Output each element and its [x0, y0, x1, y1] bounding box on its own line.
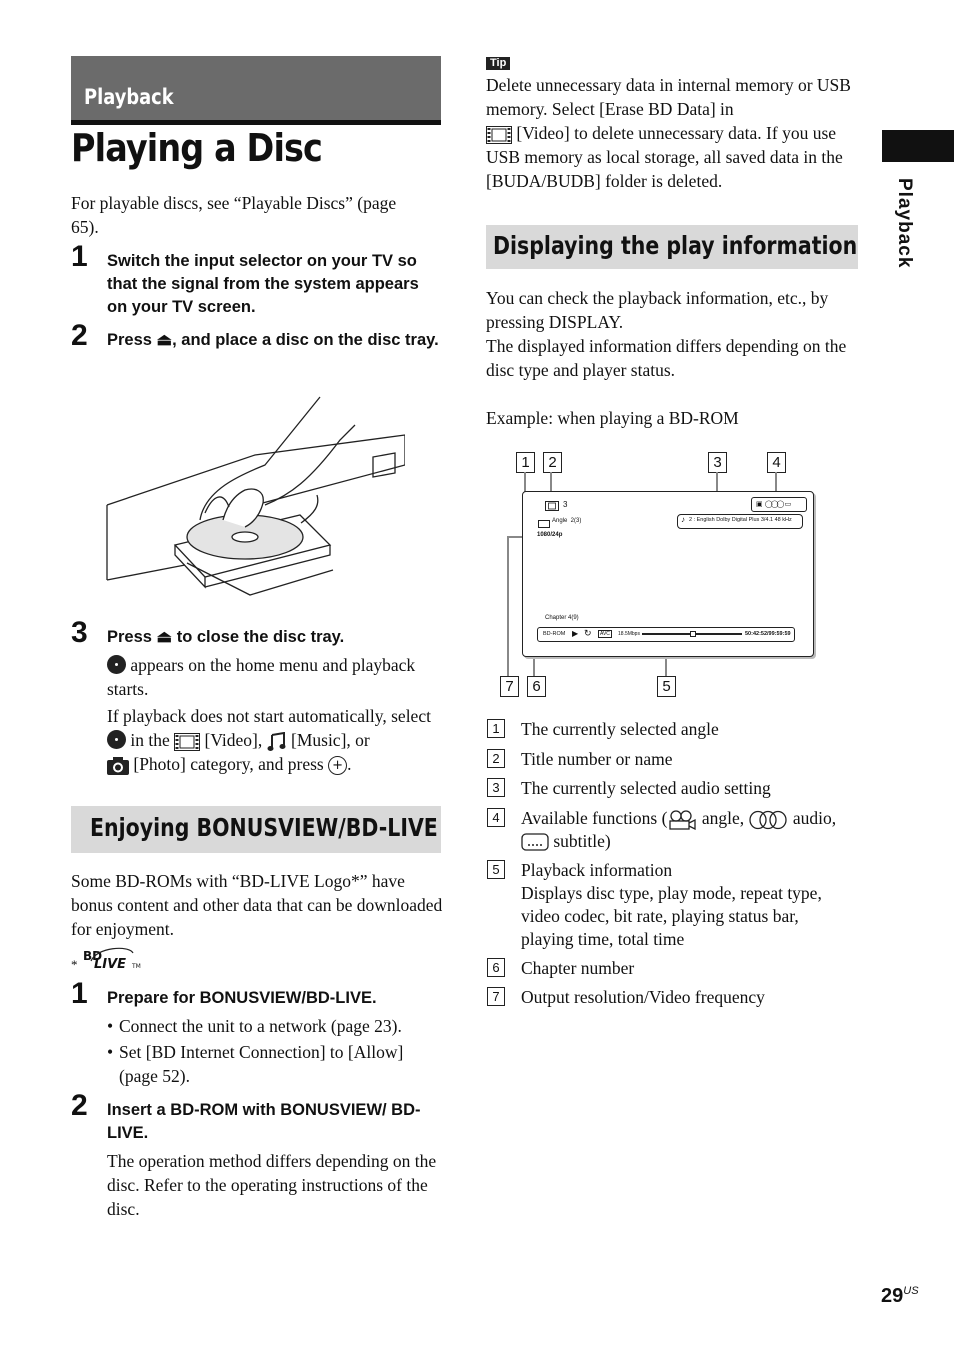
text-fragment: [Photo] category, and press	[133, 754, 324, 774]
play-icon: ▶	[572, 629, 579, 638]
logo-swoosh	[89, 947, 137, 971]
subtitle-icon	[521, 833, 549, 853]
tip-badge: Tip	[486, 57, 510, 70]
legend-num: 7	[487, 987, 505, 1006]
legend-num: 2	[487, 749, 505, 768]
audio-circles-icon	[748, 810, 788, 830]
legend-text-c: audio,	[792, 808, 837, 828]
resolution-info: 1080/24p	[537, 532, 563, 538]
eject-icon: ⏏	[156, 628, 173, 646]
side-tab-block	[882, 130, 954, 162]
step-number: 3	[71, 616, 88, 649]
legend-text	[521, 807, 871, 853]
list-item-text: Set [BD Internet Connection] to [Allow] (page 52).	[119, 1042, 404, 1086]
eject-icon: ⏏	[156, 331, 173, 349]
bd-live-logo	[71, 947, 151, 975]
angle-icon	[538, 520, 550, 528]
video-film-icon	[486, 126, 512, 144]
codec-badge: AVC	[600, 631, 610, 637]
step-text-part: to close the disc tray.	[172, 628, 345, 646]
display-example: Example: when playing a BD-ROM	[486, 408, 739, 428]
enter-button-icon: +	[328, 756, 347, 775]
legend-text: Chapter number	[521, 958, 635, 978]
title-film-icon	[545, 501, 559, 511]
legend-text-d: subtitle)	[553, 831, 611, 851]
progress-knob	[690, 631, 696, 637]
callout-4: 4	[767, 452, 786, 473]
legend-text: Title number or name	[521, 749, 673, 769]
page-title: Playing a Disc	[71, 126, 322, 170]
step3-body-text: appears on the home menu and playback starts.	[107, 655, 416, 699]
side-tab-label: Playback	[894, 178, 915, 269]
callout-5: 5	[657, 676, 676, 697]
section-header-label: Playback	[84, 85, 174, 109]
disc-icon	[107, 730, 126, 749]
bullet-list	[107, 1014, 443, 1088]
bonus-body: Some BD-ROMs with “BD-LIVE Logo*” have bonus content and other data that can be downloaded for enjoyment.	[71, 871, 443, 939]
legend-num: 1	[487, 719, 505, 738]
legend-text: Output resolution/Video frequency	[521, 987, 765, 1007]
angle-icon: ▣	[756, 500, 763, 508]
display-body-1: You can check the playback information, etc., by pressing DISPLAY.	[486, 288, 829, 332]
callout-2: 2	[543, 452, 562, 473]
list-item: • Set [BD Internet Connection] to [Allow] (page 52).	[107, 1042, 404, 1086]
step-number: 2	[71, 319, 88, 352]
audio-info: 2 : English Dolby Digital Plus 3/4.1 48 kHz	[689, 517, 792, 523]
text-fragment: .	[347, 754, 352, 774]
text-fragment: [Music], or	[291, 730, 370, 750]
asterisk: *	[71, 957, 78, 972]
tip-text-a: Delete unnecessary data in internal memory or USB memory. Select [Erase BD Data] in	[486, 75, 851, 119]
title-number: 3	[563, 500, 568, 509]
page-number-suffix: US	[903, 1285, 919, 1297]
tip-text-b: [Video] to delete unnecessary data. If you use USB memory as local storage, all saved data in the [BUDA/BUDB] folder is deleted.	[486, 123, 843, 191]
callout-7: 7	[500, 676, 519, 697]
legend-num: 6	[487, 958, 505, 977]
legend-num: 3	[487, 778, 505, 797]
step-text: Switch the input selector on your TV so that the signal from the system appears on your TV screen.	[107, 252, 419, 316]
logo-bd: BD	[83, 949, 103, 963]
legend-text-b: angle,	[701, 808, 745, 828]
logo-live: LIVE	[94, 957, 127, 972]
music-note-icon: ♪	[681, 515, 685, 524]
music-note-icon	[267, 732, 287, 752]
step-text-part: Press	[107, 628, 157, 646]
time-info: 50:42:52/99:59:59	[745, 631, 791, 637]
text-fragment: If playback does not start automatically, select	[107, 706, 431, 726]
disc-tray-illustration	[105, 395, 405, 605]
legend-num: 5	[487, 860, 505, 879]
callout-6: 6	[527, 676, 546, 697]
logo-tm: TM	[132, 963, 141, 970]
screen-diagram	[522, 491, 814, 657]
step-text-part: Press	[107, 331, 157, 349]
section-heading: Displaying the play information	[493, 231, 858, 260]
legend-subtext: Displays disc type, play mode, repeat type, video codec, bit rate, playing status bar, playing time, total time	[521, 883, 822, 949]
step-text-part: , and place a disc on the disc tray.	[172, 331, 439, 349]
legend-text: The currently selected audio setting	[521, 778, 771, 798]
function-icons-box	[751, 497, 807, 512]
list-item: • Connect the unit to a network (page 23).	[107, 1016, 402, 1036]
step-text: Prepare for BONUSVIEW/BD-LIVE.	[107, 989, 377, 1007]
subtitle-icon: ▭	[784, 500, 792, 508]
callout-1: 1	[516, 452, 535, 473]
section-heading: Enjoying BONUSVIEW/BD-LIVE	[90, 813, 438, 842]
playback-info-bar	[537, 627, 795, 642]
step-text	[107, 626, 443, 649]
disc-icon	[107, 655, 126, 674]
callout-3: 3	[708, 452, 727, 473]
angle-info: Angle 2(3)	[552, 518, 582, 524]
legend-text-a: Available functions (	[521, 808, 668, 828]
step-number: 2	[71, 1089, 88, 1122]
section-header-underline	[71, 120, 441, 125]
audio-icon: ◯◯◯	[764, 500, 783, 508]
repeat-icon: ↻	[584, 628, 592, 638]
list-item-text: Connect the unit to a network (page 23).	[119, 1016, 402, 1036]
text-fragment: in the	[130, 730, 170, 750]
chapter-info: Chapter 4(9)	[545, 615, 579, 621]
page-number	[881, 1285, 919, 1308]
step-text: Insert a BD-ROM with BONUSVIEW/ BD-LIVE.	[107, 1101, 421, 1142]
tip-text	[486, 73, 858, 193]
video-film-icon	[174, 733, 200, 751]
step2-body: The operation method differs depending on the disc. Refer to the operating instructions of the disc.	[107, 1151, 437, 1219]
audio-info-box	[677, 514, 803, 529]
camera-icon	[107, 756, 129, 775]
progress-bar	[642, 633, 742, 635]
legend-text: The currently selected angle	[521, 719, 719, 739]
legend-num: 4	[487, 808, 505, 827]
intro-text: For playable discs, see “Playable Discs” (page 65).	[71, 193, 397, 237]
page-number-value: 29	[881, 1285, 904, 1307]
angle-camera-icon	[667, 810, 697, 830]
step3-body-p2	[107, 704, 443, 776]
step3-body-p1	[107, 653, 443, 701]
display-body-2: The displayed information differs depending on the disc type and player status.	[486, 336, 847, 380]
step-number: 1	[71, 240, 88, 273]
disc-type: BD-ROM	[543, 631, 566, 637]
step-text	[107, 329, 443, 352]
step-number: 1	[71, 977, 88, 1010]
text-fragment: [Video],	[204, 730, 263, 750]
bitrate-info: 18.5Mbps	[618, 631, 640, 637]
legend-text: Playback information	[521, 860, 673, 880]
